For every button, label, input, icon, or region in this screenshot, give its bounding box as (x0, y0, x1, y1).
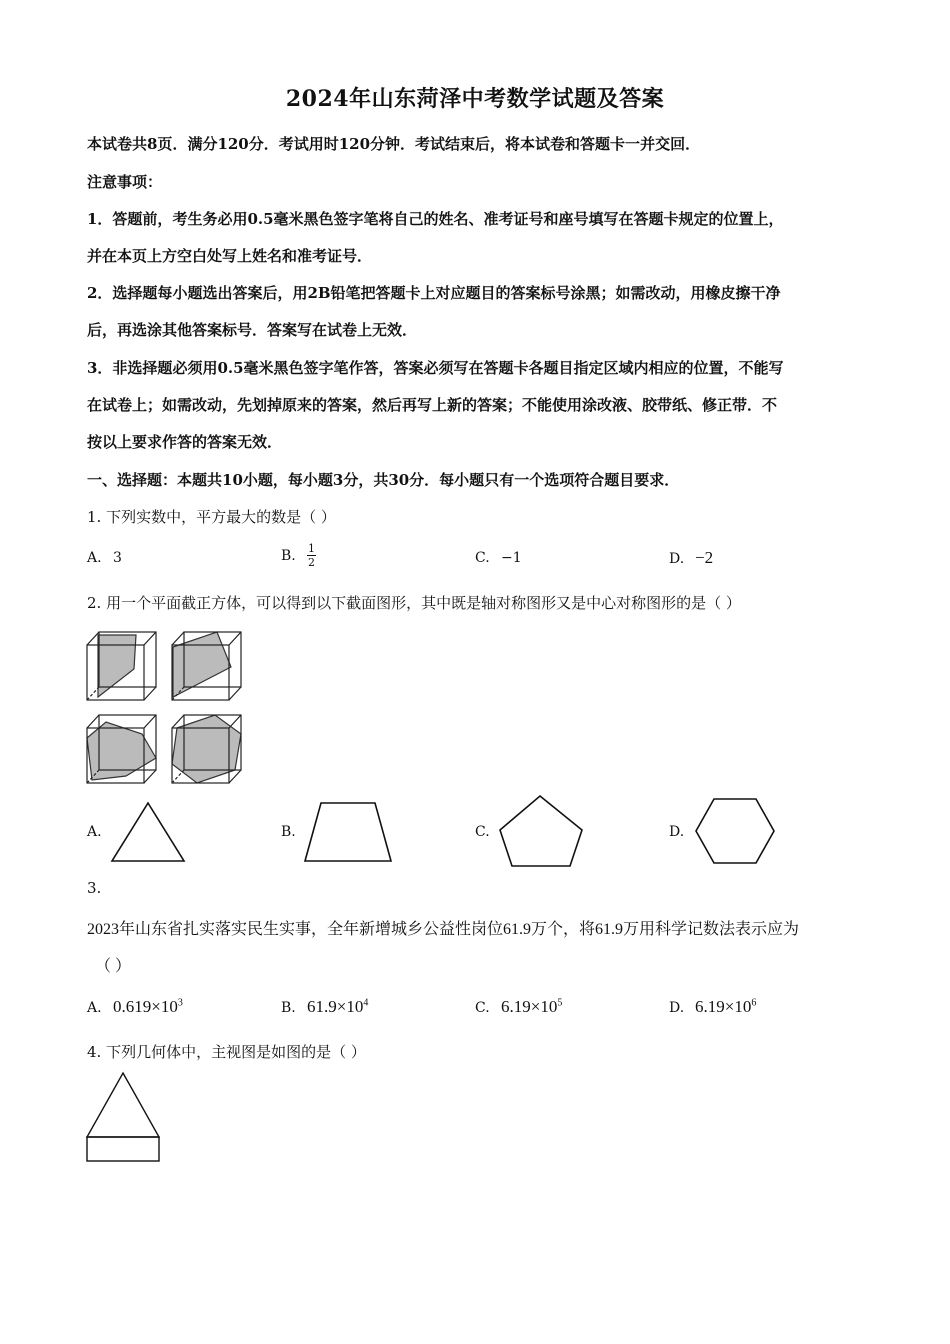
option-label: C. (475, 1000, 490, 1016)
q1-stem: 1. 下列实数中，平方最大的数是（ ） (87, 508, 336, 526)
cube-2 (172, 632, 241, 700)
cube-cross-section-figures (86, 631, 246, 786)
option-label: A. (87, 1000, 102, 1016)
pentagon-shape (498, 794, 584, 868)
q2-option-b-label: B. (281, 824, 296, 840)
option-value (501, 997, 562, 1016)
fraction (307, 542, 316, 569)
page-title: 2024年山东菏泽中考数学试题及答案 (285, 86, 665, 112)
cube-1 (87, 632, 156, 700)
notice-heading: 注意事项： (87, 173, 163, 191)
sci-mantissa: 61.9×10 (307, 997, 364, 1016)
option-value: 3 (113, 550, 122, 566)
sci-exponent: 6 (751, 997, 757, 1009)
sci-mantissa: 0.619×10 (113, 997, 178, 1016)
q3-option-b (281, 997, 368, 1017)
notice-line: 后，再选涂其他答案标号．答案写在试卷上无效． (87, 321, 418, 339)
option-value (113, 997, 183, 1016)
q3-number: 3. (87, 879, 102, 897)
option-value: −1 (501, 550, 522, 566)
q3-stem: 2023年山东省扎实落实民生实事，全年新增城乡公益性岗位61.9万个，将61.9万用科学记数法表示应为 (87, 921, 800, 938)
hexagon-shape (694, 797, 776, 865)
option-label: C. (475, 550, 490, 566)
cube-4 (172, 715, 241, 783)
q3-option-c (475, 997, 562, 1017)
option-value (695, 997, 756, 1016)
notice-line: 3．非选择题必须用0.5毫米黑色签字笔作答，答案必须写在答题卡各题目指定区域内相应的位置，不能写 (87, 359, 784, 377)
q1-option-b (281, 542, 316, 569)
cube-3 (87, 715, 156, 783)
notice-line: 2．选择题每小题选出答案后，用2B铅笔把答题卡上对应题目的答案标号涂黑；如需改动，用橡皮擦干净 (87, 284, 781, 302)
triangle-shape (110, 801, 186, 863)
q3-option-d (669, 997, 756, 1017)
sci-exponent: 3 (177, 997, 183, 1009)
notice-line: 1．答题前，考生务必用0.5毫米黑色签字笔将自己的姓名、准考证号和座号填写在答题卡规定的位置上， (87, 210, 784, 228)
notice-line: 在试卷上；如需改动，先划掉原来的答案，然后再写上新的答案；不能使用涂改液、胶带纸、修正带．不 (87, 396, 778, 414)
option-label: B. (281, 1000, 296, 1016)
option-value: −2 (695, 548, 714, 567)
q1-option-d (669, 548, 713, 568)
sci-mantissa: 6.19×10 (695, 997, 752, 1016)
option-label: A. (87, 550, 102, 566)
option-value (307, 997, 368, 1016)
fraction-denominator: 2 (308, 556, 315, 569)
sci-exponent: 4 (363, 997, 369, 1009)
sci-exponent: 5 (557, 997, 563, 1009)
q1-option-a (87, 550, 122, 566)
q2-option-d-label: D. (669, 824, 685, 840)
trapezoid-shape (303, 801, 393, 863)
q4-stem: 4. 下列几何体中，主视图是如图的是（ ） (87, 1043, 366, 1061)
section-heading: 一、选择题：本题共10小题，每小题3分，共30分．每小题只有一个选项符合题目要求． (87, 471, 680, 489)
q3-option-a (87, 997, 183, 1017)
q1-option-c (475, 550, 522, 566)
option-label: D. (669, 1000, 685, 1016)
fraction-numerator: 1 (308, 542, 315, 555)
notice-line: 按以上要求作答的答案无效． (87, 433, 283, 451)
q2-option-c-label: C. (475, 824, 490, 840)
option-label: B. (281, 547, 296, 564)
option-label: D. (669, 551, 685, 567)
notice-line: 并在本页上方空白处写上姓名和准考证号． (87, 247, 373, 265)
q3-paren: （ ） (95, 958, 132, 975)
front-view-figure (86, 1071, 162, 1165)
intro-text: 本试卷共8页．满分120分．考试用时120分钟．考试结束后，将本试卷和答题卡一并交回． (87, 135, 701, 153)
q2-option-a-label: A. (87, 824, 102, 840)
q2-stem: 2. 用一个平面截正方体，可以得到以下截面图形，其中既是轴对称图形又是中心对称图形的是（ ） (87, 594, 741, 612)
sci-mantissa: 6.19×10 (501, 997, 558, 1016)
